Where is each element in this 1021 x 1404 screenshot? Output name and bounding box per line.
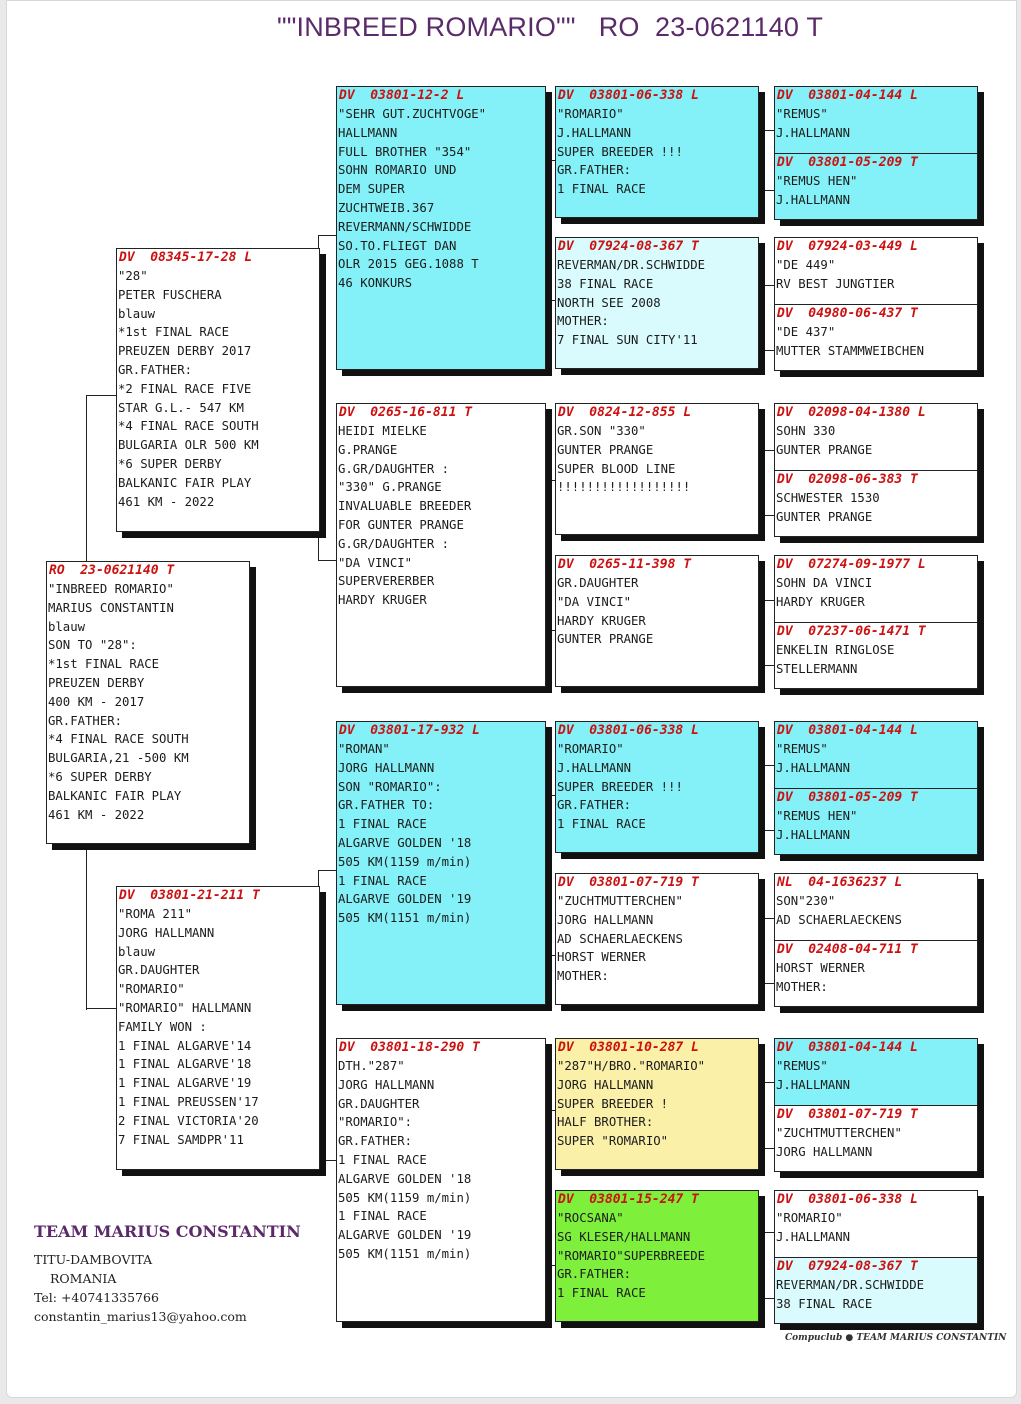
pedigree-pair bbox=[774, 1038, 978, 1172]
pedigree-line: JORG HALLMANN bbox=[557, 1077, 654, 1092]
pedigree-line: "ROMARIO" HALLMANN bbox=[118, 1000, 252, 1015]
pedigree-box-g4m[interactable] bbox=[775, 1039, 977, 1105]
pedigree-box-g4b[interactable] bbox=[775, 153, 977, 220]
pedigree-line: "287"H/BRO."ROMARIO" bbox=[557, 1059, 706, 1073]
pedigree-line: HORST WERNER bbox=[557, 950, 646, 965]
pedigree-line: GR.FATHER: bbox=[557, 1267, 632, 1282]
ring-number: DV 03801-15-247 T bbox=[558, 1192, 699, 1207]
pedigree-line: J.HALLMANN bbox=[557, 760, 632, 775]
pedigree-line: 400 KM - 2017 bbox=[48, 694, 145, 709]
page-title: ""INBREED ROMARIO"" RO 23-0621140 T bbox=[276, 12, 824, 42]
ring-number: DV 03801-05-209 T bbox=[777, 790, 918, 805]
pedigree-line: 461 KM - 2022 bbox=[118, 494, 215, 509]
connector-line bbox=[764, 665, 774, 666]
pedigree-line: NORTH SEE 2008 bbox=[557, 295, 661, 310]
ring-number: DV 04980-06-437 T bbox=[777, 306, 918, 321]
connector-line bbox=[764, 1082, 774, 1083]
pedigree-line: *1st FINAL RACE bbox=[118, 325, 230, 340]
connector-line bbox=[764, 450, 774, 451]
pedigree-line: PREUZEN DERBY 2017 bbox=[118, 344, 252, 359]
connector-line bbox=[86, 1008, 116, 1009]
pedigree-line: *2 FINAL RACE FIVE bbox=[118, 381, 252, 396]
pedigree-box-g4k[interactable] bbox=[775, 874, 977, 940]
pedigree-box-g4l[interactable] bbox=[775, 940, 977, 1007]
pedigree-line: REVERMAN/DR.SCHWIDDE bbox=[776, 1278, 925, 1292]
pedigree-line: "ROMARIO" bbox=[118, 982, 185, 997]
ring-number: DV 03801-18-290 T bbox=[339, 1040, 480, 1055]
pedigree-line: HARDY KRUGER bbox=[776, 594, 865, 609]
pedigree-line: SUPER BREEDER !!! bbox=[557, 779, 683, 794]
pedigree-line: SOHN DA VINCI bbox=[776, 576, 873, 590]
ring-number: DV 0265-11-398 T bbox=[558, 557, 692, 572]
pedigree-line: JORG HALLMANN bbox=[776, 1144, 873, 1159]
pedigree-line: 1 FINAL RACE bbox=[338, 817, 427, 832]
connector-line bbox=[318, 1160, 336, 1161]
pedigree-line: G.GR/DAUGHTER : bbox=[338, 536, 450, 551]
pedigree-line: "ROCSANA" bbox=[557, 1211, 624, 1225]
connector-line bbox=[86, 395, 116, 396]
pedigree-box-g4d[interactable] bbox=[775, 304, 977, 371]
ring-number: NL 04-1636237 L bbox=[777, 875, 903, 890]
pedigree-box-ffm[interactable] bbox=[555, 237, 759, 369]
pedigree-box-g4n[interactable] bbox=[775, 1105, 977, 1172]
ring-number: DV 02408-04-711 T bbox=[777, 942, 918, 957]
pedigree-line: *4 FINAL RACE SOUTH bbox=[118, 419, 259, 434]
pedigree-line: HALF BROTHER: bbox=[557, 1115, 654, 1130]
pedigree-line: ENKELIN RINGLOSE bbox=[776, 643, 895, 657]
pedigree-box-g4j[interactable] bbox=[775, 788, 977, 855]
pedigree-box-g4g[interactable] bbox=[775, 556, 977, 622]
pedigree-line: G.GR/DAUGHTER : bbox=[338, 461, 450, 476]
pedigree-line: "DA VINCI" bbox=[557, 594, 632, 609]
connector-line bbox=[764, 130, 774, 131]
pedigree-line: SON"230" bbox=[776, 894, 836, 908]
ring-number: DV 03801-17-932 L bbox=[339, 723, 480, 738]
pedigree-line: MARIUS CONSTANTIN bbox=[48, 600, 174, 615]
pedigree-line: 38 FINAL RACE bbox=[557, 276, 654, 291]
pedigree-box-subject[interactable] bbox=[46, 561, 250, 844]
pedigree-line: 1 FINAL RACE bbox=[557, 182, 646, 197]
pedigree-line: J.HALLMANN bbox=[776, 827, 851, 842]
pedigree-line: !!!!!!!!!!!!!!!!!! bbox=[557, 480, 691, 495]
pedigree-line: AD SCHAERLAECKENS bbox=[557, 931, 683, 946]
pedigree-line: "REMUS HEN" bbox=[776, 174, 858, 188]
pedigree-line: RV BEST JUNGTIER bbox=[776, 276, 895, 291]
team-phone: Tel: +40741335766 bbox=[34, 1290, 159, 1305]
pedigree-line: DEM SUPER bbox=[338, 182, 405, 197]
pedigree-line: OLR 2015 GEG.1088 T bbox=[338, 257, 479, 272]
connector-line bbox=[764, 983, 774, 984]
software-credit: Compuclub ● TEAM MARIUS CONSTANTIN bbox=[785, 1333, 1007, 1343]
pedigree-line: GR.DAUGHTER bbox=[338, 1096, 420, 1111]
pedigree-line: JORG HALLMANN bbox=[118, 925, 215, 940]
ring-number: DV 07237-06-1471 T bbox=[777, 624, 926, 639]
connector-line bbox=[764, 285, 765, 351]
pedigree-line: *1st FINAL RACE bbox=[48, 657, 160, 672]
pedigree-line: J.HALLMANN bbox=[776, 192, 851, 207]
pedigree-pair bbox=[774, 403, 978, 537]
pedigree-line: SOHN 330 bbox=[776, 424, 836, 438]
pedigree-line: GUNTER PRANGE bbox=[776, 509, 873, 524]
connector-line bbox=[764, 600, 765, 666]
pedigree-box-g4o[interactable] bbox=[775, 1191, 977, 1257]
pedigree-box-g4f[interactable] bbox=[775, 470, 977, 537]
team-email[interactable]: constantin_marius13@yahoo.com bbox=[34, 1309, 247, 1324]
pedigree-line: blauw bbox=[118, 306, 156, 321]
pedigree-box-g4e[interactable] bbox=[775, 404, 977, 470]
pedigree-box-g4a[interactable] bbox=[775, 87, 977, 153]
ring-number: DV 03801-05-209 T bbox=[777, 155, 918, 170]
connector-line bbox=[764, 190, 774, 191]
pedigree-line: SUPERVERERBER bbox=[338, 574, 435, 589]
pedigree-line: J.HALLMANN bbox=[557, 125, 632, 140]
connector-line bbox=[318, 560, 336, 561]
connector-line bbox=[318, 870, 336, 871]
pedigree-line: 1 FINAL RACE bbox=[338, 873, 427, 888]
pedigree-line: "SEHR GUT.ZUCHTVOGE" bbox=[338, 107, 487, 121]
connector-line bbox=[764, 1148, 774, 1149]
pedigree-box-mother[interactable] bbox=[116, 886, 320, 1170]
pedigree-line: 7 FINAL SAMDPR'11 bbox=[118, 1132, 244, 1147]
connector-line bbox=[764, 1082, 765, 1149]
pedigree-box-mmm[interactable] bbox=[555, 1190, 759, 1322]
pedigree-line: "ROMA 211" bbox=[118, 907, 193, 921]
pedigree-line: 1 FINAL ALGARVE'14 bbox=[118, 1038, 252, 1053]
connector-line bbox=[764, 1298, 774, 1299]
pedigree-line: ZUCHTWEIB.367 bbox=[338, 200, 435, 215]
connector-line bbox=[764, 515, 774, 516]
ring-number: DV 03801-10-287 L bbox=[558, 1040, 699, 1055]
pedigree-line: 461 KM - 2022 bbox=[48, 807, 145, 822]
pedigree-line: MOTHER: bbox=[776, 979, 828, 994]
pedigree-line: "DE 449" bbox=[776, 258, 836, 272]
pedigree-line: "ROMARIO"SUPERBREEDE bbox=[557, 1248, 706, 1263]
pedigree-line: BALKANIC FAIR PLAY bbox=[48, 788, 182, 803]
pedigree-line: J.HALLMANN bbox=[776, 125, 851, 140]
pedigree-line: HARDY KRUGER bbox=[557, 613, 646, 628]
pedigree-line: REVERMANN/SCHWIDDE bbox=[338, 219, 472, 234]
team-city: TITU-DAMBOVITA bbox=[34, 1252, 153, 1267]
pedigree-pair bbox=[774, 86, 978, 220]
ring-number: DV 03801-12-2 L bbox=[339, 88, 465, 103]
pedigree-line: "DA VINCI" bbox=[338, 555, 413, 570]
pedigree-pair bbox=[774, 873, 978, 1007]
ring-number: DV 03801-06-338 L bbox=[777, 1192, 918, 1207]
pedigree-line: FOR GUNTER PRANGE bbox=[338, 517, 464, 532]
pedigree-line: GR.DAUGHTER bbox=[557, 576, 639, 590]
pedigree-line: "ROMARIO" bbox=[557, 742, 624, 756]
pedigree-line: GR.FATHER: bbox=[338, 1134, 413, 1149]
pedigree-line: SUPER "ROMARIO" bbox=[557, 1134, 669, 1149]
pedigree-line: MOTHER: bbox=[557, 314, 609, 329]
pedigree-line: JORG HALLMANN bbox=[557, 912, 654, 927]
pedigree-line: AD SCHAERLAECKENS bbox=[776, 912, 902, 927]
pedigree-line: ALGARVE GOLDEN '19 bbox=[338, 892, 472, 907]
pedigree-box-fm[interactable] bbox=[336, 403, 546, 687]
pedigree-line: BULGARIA,21 -500 KM bbox=[48, 751, 189, 766]
pedigree-line: "ZUCHTMUTTERCHEN" bbox=[776, 1126, 902, 1140]
pedigree-line: GR.SON "330" bbox=[557, 424, 646, 438]
ring-number: DV 03801-04-144 L bbox=[777, 723, 918, 738]
ring-number: DV 03801-04-144 L bbox=[777, 1040, 918, 1055]
pedigree-pair bbox=[774, 237, 978, 371]
pedigree-line: 505 KM(1151 m/min) bbox=[338, 911, 472, 926]
pedigree-line: "ROMAN" bbox=[338, 742, 390, 756]
connector-line bbox=[764, 1232, 765, 1299]
connector-line bbox=[318, 235, 336, 236]
ring-number: DV 07924-08-367 T bbox=[777, 1259, 918, 1274]
ring-number: DV 03801-04-144 L bbox=[777, 88, 918, 103]
connector-line bbox=[764, 765, 765, 831]
pedigree-line: "REMUS" bbox=[776, 107, 828, 121]
pedigree-line: 505 KM(1159 m/min) bbox=[338, 1190, 472, 1205]
pedigree-line: GUNTER PRANGE bbox=[776, 442, 873, 457]
pedigree-box-g4i[interactable] bbox=[775, 722, 977, 788]
pedigree-line: 7 FINAL SUN CITY'11 bbox=[557, 333, 698, 348]
pedigree-line: 2 FINAL VICTORIA'20 bbox=[118, 1113, 259, 1128]
pedigree-line: JORG HALLMANN bbox=[338, 760, 435, 775]
ring-number: DV 03801-06-338 L bbox=[558, 723, 699, 738]
ring-number: DV 0824-12-855 L bbox=[558, 405, 692, 420]
pedigree-box-g4h[interactable] bbox=[775, 622, 977, 689]
pedigree-line: JORG HALLMANN bbox=[338, 1077, 435, 1092]
pedigree-box-g4p[interactable] bbox=[775, 1257, 977, 1324]
pedigree-line: BULGARIA OLR 500 KM bbox=[118, 438, 259, 453]
pedigree-line: J.HALLMANN bbox=[776, 1077, 851, 1092]
pedigree-line: blauw bbox=[48, 619, 86, 634]
ring-number: DV 03801-07-719 T bbox=[558, 875, 699, 890]
pedigree-line: GR.FATHER: bbox=[557, 798, 632, 813]
pedigree-line: 505 KM(1151 m/min) bbox=[338, 1246, 472, 1261]
pedigree-box-fff[interactable] bbox=[555, 86, 759, 218]
connector-line bbox=[764, 450, 765, 516]
connector-line bbox=[764, 918, 774, 919]
pedigree-line: HALLMANN bbox=[338, 125, 398, 140]
pedigree-line: "ROMARIO" bbox=[776, 1211, 843, 1225]
pedigree-line: ALGARVE GOLDEN '18 bbox=[338, 1171, 472, 1186]
pedigree-line: 1 FINAL PREUSSEN'17 bbox=[118, 1094, 259, 1109]
connector-line bbox=[764, 285, 774, 286]
connector-line bbox=[764, 350, 774, 351]
team-name: TEAM MARIUS CONSTANTIN bbox=[34, 1222, 301, 1241]
pedigree-line: SON "ROMARIO": bbox=[338, 779, 442, 794]
pedigree-line: ALGARVE GOLDEN '19 bbox=[338, 1228, 472, 1243]
pedigree-line: SG KLESER/HALLMANN bbox=[557, 1229, 691, 1244]
pedigree-line: "330" G.PRANGE bbox=[338, 480, 442, 495]
pedigree-line: INVALUABLE BREEDER bbox=[338, 499, 472, 514]
pedigree-line: GR.DAUGHTER bbox=[118, 963, 200, 978]
pedigree-line: "REMUS HEN" bbox=[776, 809, 858, 823]
ring-number: DV 07924-08-367 T bbox=[558, 239, 699, 254]
pedigree-line: 1 FINAL ALGARVE'19 bbox=[118, 1076, 252, 1091]
pedigree-line: 505 KM(1159 m/min) bbox=[338, 854, 472, 869]
pedigree-box-mff[interactable] bbox=[555, 721, 759, 853]
pedigree-line: SCHWESTER 1530 bbox=[776, 491, 880, 505]
ring-number: DV 02098-06-383 T bbox=[777, 472, 918, 487]
pedigree-line: STAR G.L.- 547 KM bbox=[118, 400, 244, 415]
pedigree-line: PREUZEN DERBY bbox=[48, 675, 145, 690]
pedigree-pair bbox=[774, 721, 978, 855]
pedigree-line: SON TO "28": bbox=[48, 638, 137, 653]
pedigree-box-mmf[interactable] bbox=[555, 1038, 759, 1170]
pedigree-line: SUPER BLOOD LINE bbox=[557, 461, 676, 476]
pedigree-line: "ROMARIO" bbox=[557, 107, 624, 121]
pedigree-line: SO.TO.FLIEGT DAN bbox=[338, 238, 457, 253]
pedigree-line: GR.FATHER: bbox=[48, 713, 123, 728]
pedigree-box-mfm[interactable] bbox=[555, 873, 759, 1005]
pedigree-line: 38 FINAL RACE bbox=[776, 1296, 873, 1311]
ring-number: RO 23-0621140 T bbox=[49, 563, 175, 578]
ring-number: DV 07924-03-449 L bbox=[777, 239, 918, 254]
pedigree-pair bbox=[774, 555, 978, 689]
connector-line bbox=[86, 840, 87, 1010]
pedigree-line: HARDY KRUGER bbox=[338, 593, 427, 608]
pedigree-line: J.HALLMANN bbox=[776, 760, 851, 775]
team-country: ROMANIA bbox=[50, 1271, 117, 1286]
pedigree-line: "28" bbox=[118, 269, 148, 283]
pedigree-line: "ZUCHTMUTTERCHEN" bbox=[557, 894, 683, 908]
pedigree-line: DTH."287" bbox=[338, 1059, 405, 1073]
pedigree-box-mm[interactable] bbox=[336, 1038, 546, 1322]
connector-line bbox=[764, 830, 774, 831]
pedigree-line: *6 SUPER DERBY bbox=[118, 456, 222, 471]
pedigree-line: 46 KONKURS bbox=[338, 276, 413, 291]
pedigree-pair bbox=[774, 1190, 978, 1324]
connector-line bbox=[764, 918, 765, 984]
pedigree-line: PETER FUSCHERA bbox=[118, 287, 222, 302]
pedigree-line: *6 SUPER DERBY bbox=[48, 769, 152, 784]
pedigree-line: HEIDI MIELKE bbox=[338, 424, 427, 438]
pedigree-box-ff[interactable] bbox=[336, 86, 546, 370]
pedigree-line: GUNTER PRANGE bbox=[557, 442, 654, 457]
ring-number: DV 03801-07-719 T bbox=[777, 1107, 918, 1122]
pedigree-line: "REMUS" bbox=[776, 742, 828, 756]
pedigree-line: *4 FINAL RACE SOUTH bbox=[48, 732, 189, 747]
connector-line bbox=[764, 765, 774, 766]
pedigree-line: G.PRANGE bbox=[338, 442, 398, 457]
pedigree-line: GR.FATHER TO: bbox=[338, 798, 435, 813]
pedigree-line: ALGARVE GOLDEN '18 bbox=[338, 835, 472, 850]
pedigree-box-g4c[interactable] bbox=[775, 238, 977, 304]
pedigree-line: STELLERMANN bbox=[776, 661, 858, 676]
pedigree-line: "ROMARIO": bbox=[338, 1115, 413, 1130]
pedigree-line: GR.FATHER: bbox=[118, 362, 193, 377]
pedigree-box-mf[interactable] bbox=[336, 721, 546, 1005]
pedigree-line: J.HALLMANN bbox=[776, 1229, 851, 1244]
pedigree-line: 1 FINAL RACE bbox=[338, 1209, 427, 1224]
pedigree-line: FAMILY WON : bbox=[118, 1019, 207, 1034]
ring-number: DV 03801-21-211 T bbox=[119, 888, 260, 903]
pedigree-line: "REMUS" bbox=[776, 1059, 828, 1073]
pedigree-line: 1 FINAL ALGARVE'18 bbox=[118, 1057, 252, 1072]
pedigree-line: "DE 437" bbox=[776, 325, 836, 339]
connector-line bbox=[764, 600, 774, 601]
ring-number: DV 0265-16-811 T bbox=[339, 405, 473, 420]
pedigree-line: HORST WERNER bbox=[776, 961, 865, 975]
pedigree-line: GR.FATHER: bbox=[557, 163, 632, 178]
pedigree-line: "INBREED ROMARIO" bbox=[48, 582, 174, 596]
pedigree-line: 1 FINAL RACE bbox=[338, 1152, 427, 1167]
pedigree-line: MUTTER STAMMWEIBCHEN bbox=[776, 343, 925, 358]
connector-line bbox=[764, 1232, 774, 1233]
ring-number: DV 08345-17-28 L bbox=[119, 250, 253, 265]
pedigree-line: 1 FINAL RACE bbox=[557, 1286, 646, 1301]
connector-line bbox=[764, 130, 765, 191]
pedigree-line: REVERMAN/DR.SCHWIDDE bbox=[557, 258, 706, 272]
pedigree-box-father[interactable] bbox=[116, 248, 320, 532]
ring-number: DV 02098-04-1380 L bbox=[777, 405, 926, 420]
pedigree-line: MOTHER: bbox=[557, 969, 609, 984]
pedigree-line: SOHN ROMARIO UND bbox=[338, 163, 457, 178]
pedigree-line: FULL BROTHER "354" bbox=[338, 144, 472, 159]
pedigree-line: 1 FINAL RACE bbox=[557, 817, 646, 832]
pedigree-line: blauw bbox=[118, 944, 156, 959]
pedigree-box-fmf[interactable] bbox=[555, 403, 759, 535]
ring-number: DV 07274-09-1977 L bbox=[777, 557, 926, 572]
ring-number: DV 03801-06-338 L bbox=[558, 88, 699, 103]
pedigree-line: SUPER BREEDER !!! bbox=[557, 144, 683, 159]
pedigree-box-fmm[interactable] bbox=[555, 555, 759, 687]
pedigree-line: BALKANIC FAIR PLAY bbox=[118, 475, 252, 490]
pedigree-line: SUPER BREEDER ! bbox=[557, 1096, 669, 1111]
pedigree-line: GUNTER PRANGE bbox=[557, 632, 654, 647]
